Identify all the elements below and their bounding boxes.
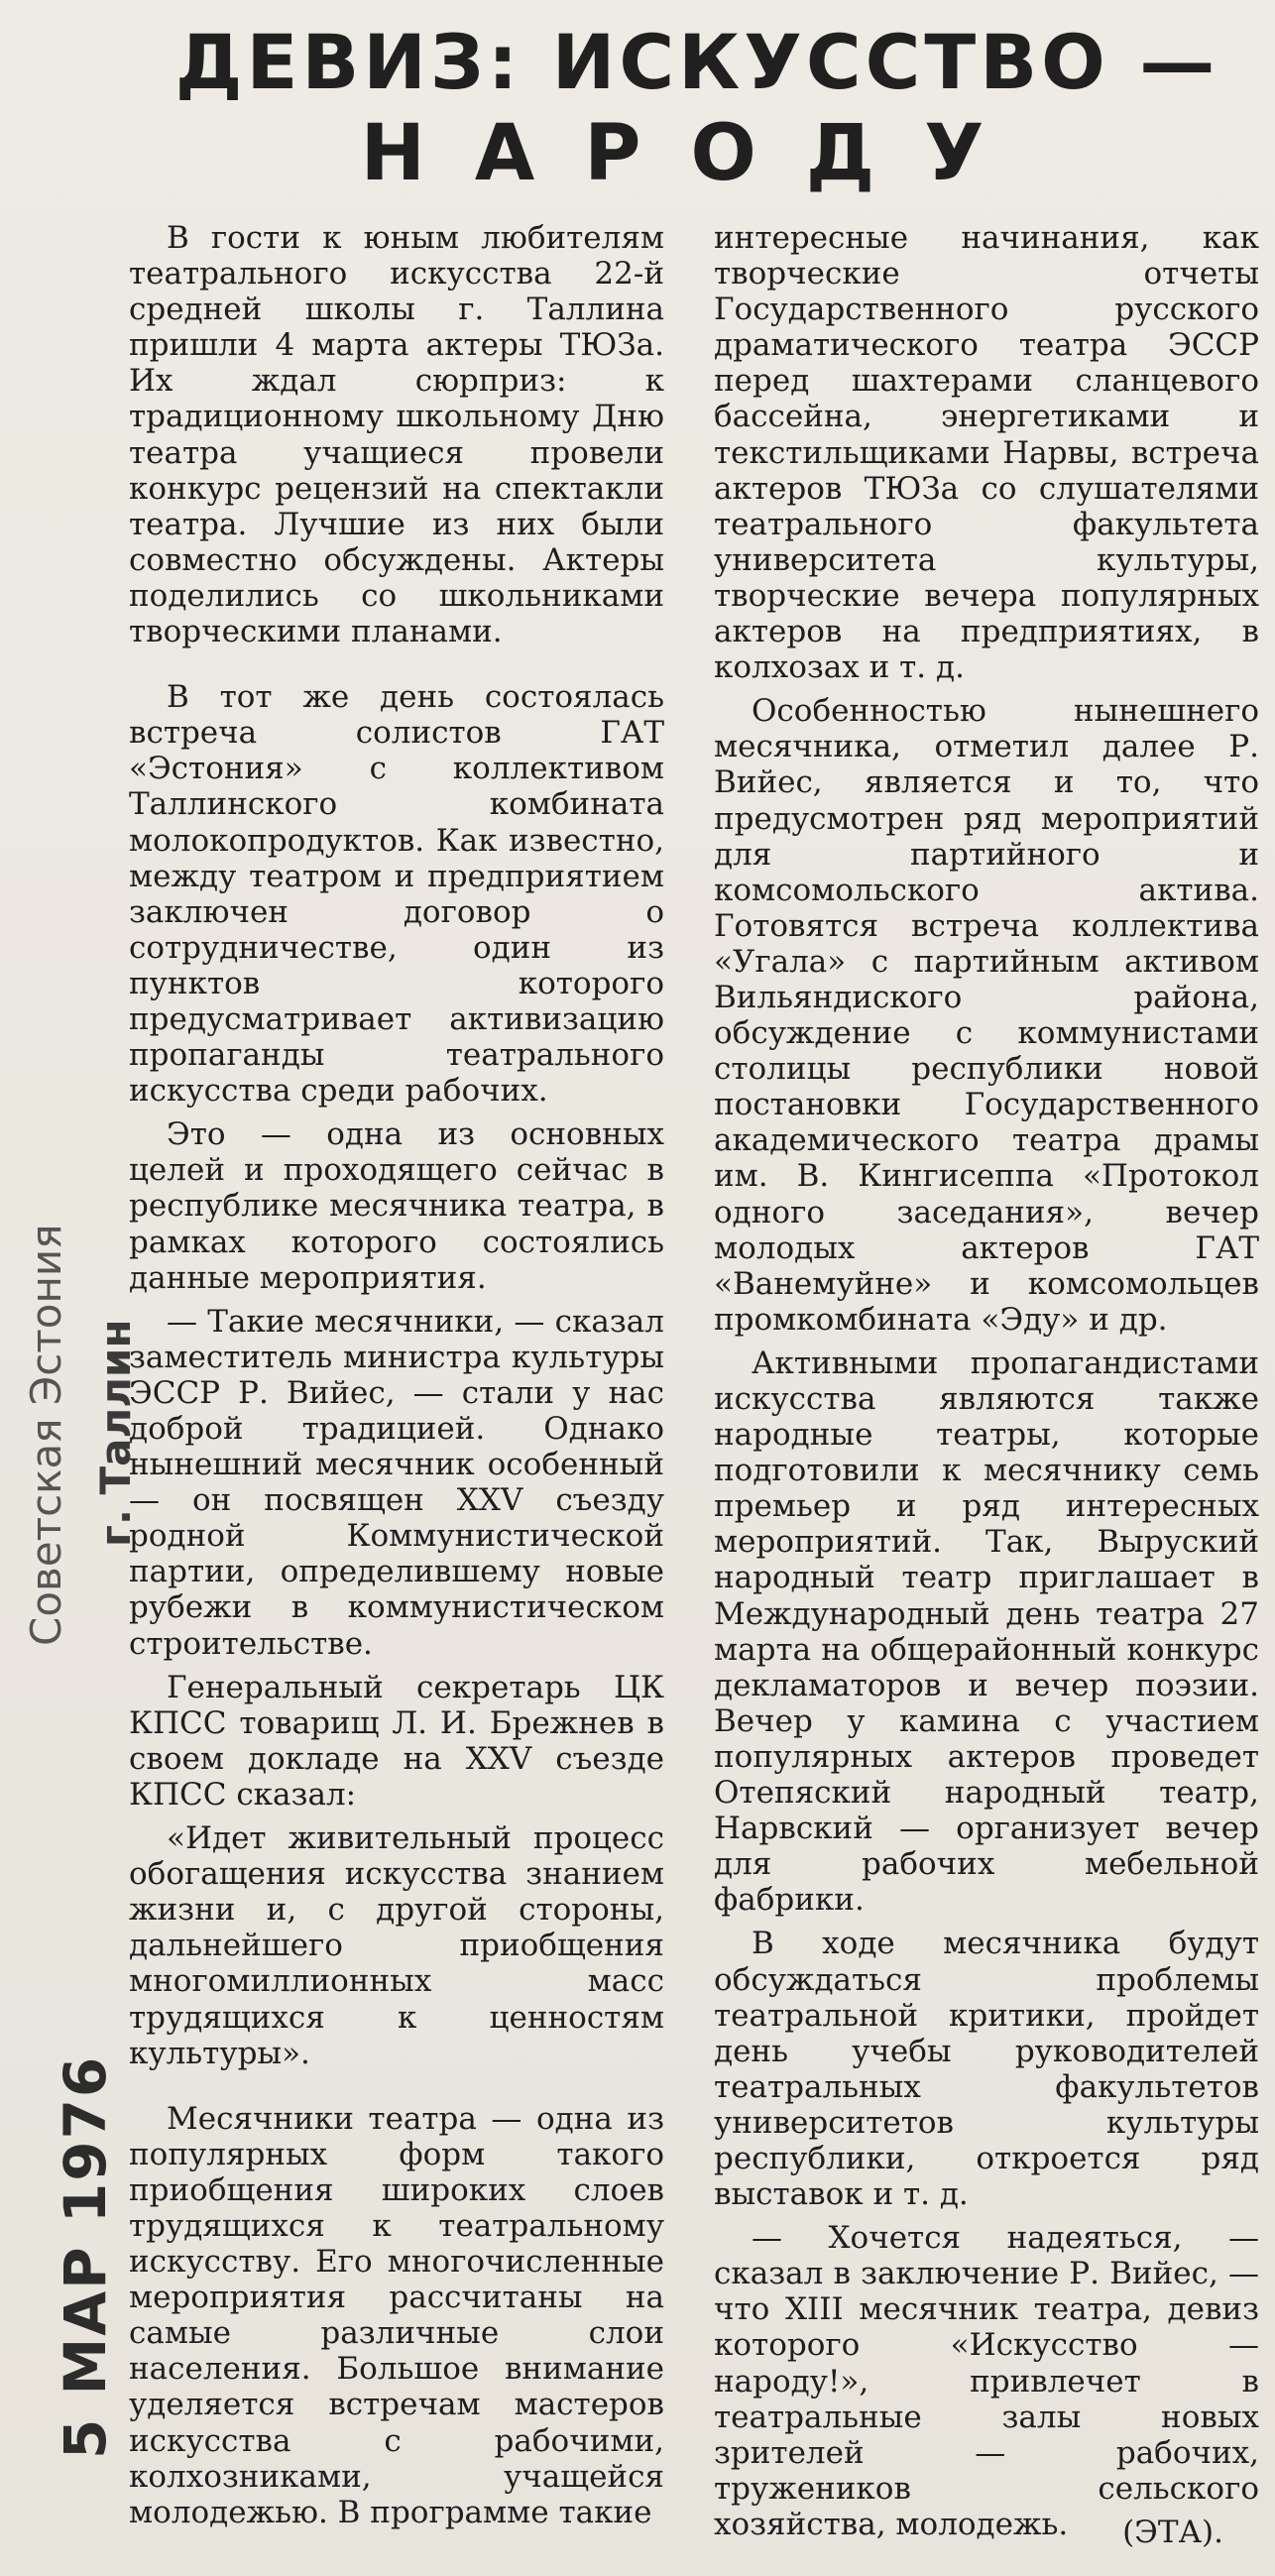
paragraph: В тот же день состоялась встреча солистов ГАТ «Эстония» с коллективом Таллинского комбината молокопродуктов. Как известно, между театром и предприятием заключен договор о сотрудничестве, один из пунктов которого предусматривает активизацию пропаганды театрального искусства среди рабочих. (129, 679, 664, 1110)
signature-agency: (ЭТА). (1122, 2515, 1223, 2550)
newspaper-name-margin: Советская Эстония (22, 1224, 70, 1646)
headline-line-2: НАРОДУ (360, 109, 1034, 198)
paragraph: Особенностью нынешнего месячника, отметил далее Р. Вийес, является и то, что предусмотрен ряд мероприятий для партийного и комсомольского актива. Готовятся встреча коллектива «Угала» с партийным активом Вильяндиского района, обсуждение с коммунистами столицы республики новой постановки Государственного академического театра драмы им. В. Кингисеппа «Протокол одного заседания», вечер молодых актеров ГАТ «Ванемуйне» и комсомольцев промкомбината «Эду» и др. (714, 693, 1259, 1338)
paragraph: Это — одна из основных целей и проходящего сейчас в республике месячника театра, в рамках которого состоялись данные мероприятия. (129, 1116, 664, 1296)
date-stamp: 5 МАР 1976 (52, 2054, 119, 2459)
headline-line-1: ДЕВИЗ: ИСКУССТВО — (174, 18, 1219, 106)
article-column-right (714, 220, 1259, 2550)
quote-paragraph: «Идет живительный процесс обогащения искусства знанием жизни и, с другой стороны, дальнейшего приобщения многомиллионных масс трудящихся к ценностям культуры». (129, 1820, 664, 2071)
paragraph: Генеральный секретарь ЦК КПСС товарищ Л. И. Брежнев в своем докладе на XXV съезде КПСС сказал: (129, 1669, 664, 1813)
paragraph: В ходе месячника будут обсуждаться проблемы театральной критики, пройдет день учебы руководителей театральных факультетов университетов культуры республики, откроется ряд выставок и т. д. (714, 1926, 1259, 2213)
city-margin: г. Таллин (91, 1319, 140, 1547)
paragraph: — Хочется надеяться, — сказал в заключение Р. Вийес, — что XIII месячник театра, девиз которого «Искусство — народу!», привлечет в театральные залы новых зрителей — рабочих, тружеников сельского хозяйства, молодежь. (714, 2220, 1259, 2542)
paragraph: — Такие месячники, — сказал заместитель министра культуры ЭССР Р. Вийес, — стали у нас доброй традицией. Однако нынешний месячник особенный — он посвящен XXV съезду родной Коммунистической партии, определившему новые рубежи в коммунистическом строительстве. (129, 1303, 664, 1662)
article-column-left (129, 220, 664, 2538)
paragraph: интересные начинания, как творческие отчеты Государственного русского драматического театра ЭССР перед шахтерами сланцевого бассейна, энергетиками и текстильщиками Нарвы, встреча актеров ТЮЗа со слушателями театрального факультета университета культуры, творческие вечера популярных актеров на предприятиях, в колхозах и т. д. (714, 220, 1259, 686)
paragraph: Месячники театра — одна из популярных форм такого приобщения широких слоев трудящихся к театральному искусству. Его многочисленные мероприятия рассчитаны на самые различные слои населения. Большое внимание уделяется встречам мастеров искусства с рабочими, колхозниками, учащейся молодежью. В программе такие (129, 2100, 664, 2530)
paragraph: В гости к юным любителям театрального искусства 22-й средней школы г. Таллина пришли 4 марта актеры ТЮЗа. Их ждал сюрприз: к традиционному школьному Дню театра учащиеся провели конкурс рецензий на спектакли театра. Лучшие из них были совместно обсуждены. Актеры поделились со школьниками творческими планами. (129, 220, 664, 650)
paragraph: Активными пропагандистами искусства являются также народные театры, которые подготовили к месячнику семь премьер и ряд интересных мероприятий. Так, Выруский народный театр приглашает в Международный день театра 27 марта на общерайонный конкурс декламаторов и вечер поэзии. Вечер у камина с участием популярных актеров проведет Отепяский народный театр, Нарвский — организует вечер для рабочих мебельной фабрики. (714, 1345, 1259, 1919)
